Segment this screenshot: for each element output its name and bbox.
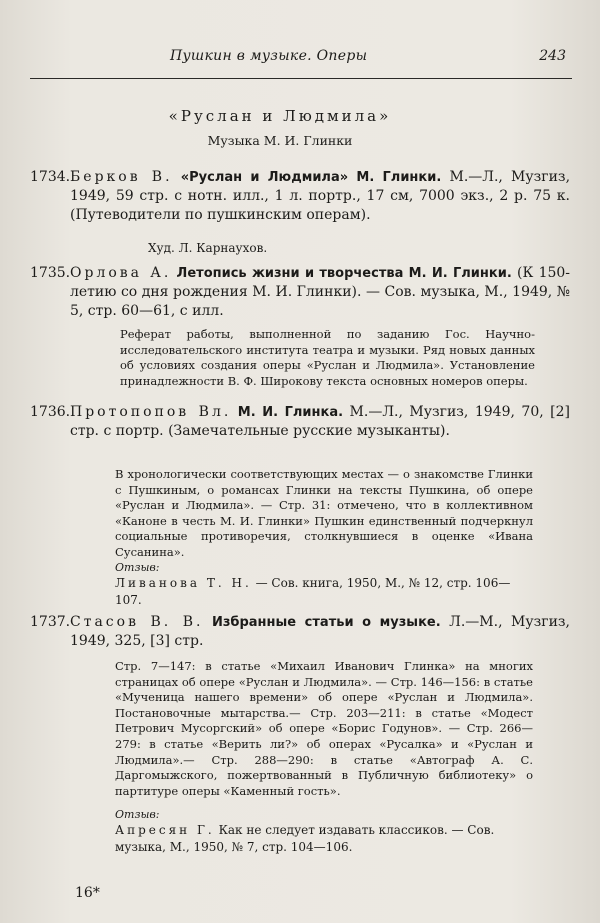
entry-annotation: Реферат работы, выполненной по заданию Гос. Научно-исследовательского института театра и музыки. Ряд новых данных об условиях создания оперы «Руслан и Людмила». Установление принадлежности В. Ф. Широкову текста основных номеров оперы. <box>120 327 535 388</box>
entry-number: 1737. <box>30 614 71 630</box>
entry-annotation: Стр. 7—147: в статье «Михаил Иванович Глинка» на многих страницах об опере «Руслан и Людмила». — Стр. 146—156: в статье «Мученица нашего времени» об опере «Руслан и Людмила». Постановочные мытарства.— Стр. 203—211: в статье «Модест Петрович Мусоргский» об опере «Борис Годунов». — Стр. 266—279: в статье «Верить ли?» об операх «Русалка» и «Руслан и Людмила».— Стр. 288—290: в статье «Автограф А. С. Даргомыжского, пожертвованный в Публичную библиотеку» о партитуре оперы «Каменный гость». <box>115 659 533 798</box>
entry-number: 1735. <box>30 265 71 281</box>
bib-entry-1734 <box>30 168 570 224</box>
bib-entry-1735 <box>30 264 570 320</box>
bib-entry-1737 <box>30 613 570 651</box>
review-text <box>115 575 533 608</box>
entry-details: М.—Л., Музгиз, 1949, 59 стр. с нотн. илл., 1 л. портр., 17 см, 7000 экз., 2 р. 75 к. (Путеводители по пушкинским операм). <box>70 169 571 223</box>
running-title: Пушкин в музыке. Оперы <box>170 48 368 64</box>
entry-annotation: В хронологически соответствующих местах — о знакомстве Глинки с Пушкиным, о романсах Глинки на тексты Пушкина, об опере «Руслан и Людмила». — Стр. 31: отмечено, что в коллективном «Каноне в честь М. И. Глинки» Пушкин единственный подчеркнул социальные противоречия, столкнувшиеся в оценке «Ивана Сусанина». <box>115 467 533 559</box>
review-details: — Сов. книга, 1950, М., № 12, стр. 106—107. <box>115 576 511 607</box>
signature-mark: 16* <box>75 885 100 901</box>
entry-number: 1736. <box>30 404 71 420</box>
entry-credit: Худ. Л. Карнаухов. <box>148 241 268 255</box>
entry-title: М. И. Глинка. <box>237 405 344 420</box>
review-label: Отзыв: <box>115 808 160 821</box>
review-label: Отзыв: <box>115 561 160 574</box>
review-text <box>115 822 533 855</box>
entry-author: Берков В. <box>70 169 173 185</box>
entry-number: 1734. <box>30 169 71 185</box>
entry-author: Стасов В. В. <box>70 614 204 630</box>
entry-title: Избранные статьи о музыке. <box>211 615 441 630</box>
entry-title: Летопись жизни и творчества М. И. Глинки. <box>176 266 512 281</box>
entry-author: Протопопов Вл. <box>70 404 232 420</box>
review-author: Апресян Г. <box>115 823 215 837</box>
entry-details: (К 150-летию со дня рождения М. И. Глинки). — Сов. музыка, М., 1949, № 5, стр. 60—61, с илл. <box>70 265 571 319</box>
entry-details: Л.—М., Музгиз, 1949, 325, [3] стр. <box>70 614 571 650</box>
entry-title: «Руслан и Людмила» М. Глинки. <box>180 170 442 185</box>
review-author: Ливанова Т. Н. <box>115 576 252 590</box>
entry-author: Орлова А. <box>70 265 172 281</box>
review-details: Как не следует издавать классиков. — Сов. музыка, М., 1950, № 7, стр. 104—106. <box>115 823 495 854</box>
page-header <box>30 44 572 79</box>
entry-details: М.—Л., Музгиз, 1949, 70, [2] стр. с портр. (Замечательные русские музыканты). <box>70 404 570 440</box>
bib-entry-1736 <box>30 403 570 441</box>
section-subtitle: Музыка М. И. Глинки <box>207 133 353 148</box>
page-number: 243 <box>539 48 566 64</box>
section-title: «Руслан и Людмила» <box>168 107 392 125</box>
